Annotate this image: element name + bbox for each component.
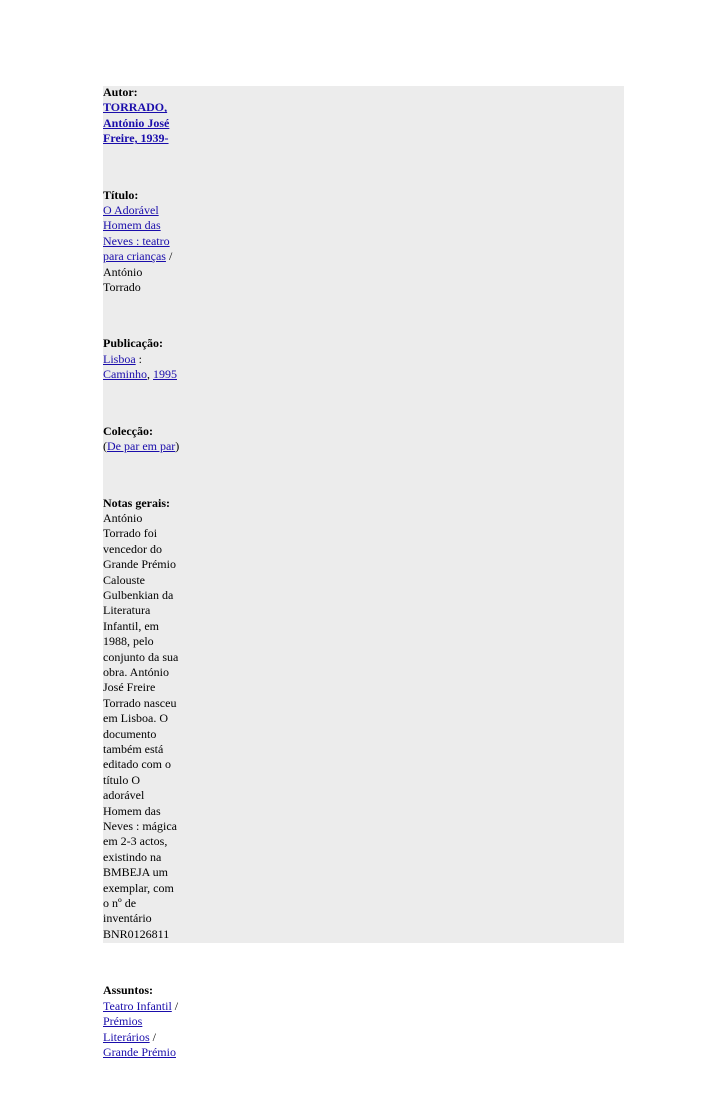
- notes-line: Grande Prémio: [103, 557, 176, 572]
- title-link-line-4[interactable]: para crianças: [103, 249, 166, 264]
- notes-line: Homem das: [103, 803, 161, 818]
- title-link-line-1[interactable]: O Adorável: [103, 203, 159, 218]
- publication-sep-2: ,: [147, 367, 153, 382]
- publication-label: Publicação:: [103, 336, 163, 351]
- subject-link-premios[interactable]: Prémios: [103, 1014, 143, 1029]
- notes-field: [103, 496, 198, 943]
- publication-year-link[interactable]: 1995: [153, 367, 177, 382]
- subject-link-literarios[interactable]: Literários: [103, 1029, 150, 1044]
- collection-line: [103, 439, 198, 454]
- title-responsibility-1: António: [103, 264, 143, 279]
- author-field: [103, 85, 198, 147]
- notes-line: Infantil, em: [103, 618, 159, 633]
- record-column: [103, 85, 198, 1101]
- subject-link-teatro-infantil[interactable]: Teatro Infantil: [103, 998, 172, 1013]
- notes-line: em Lisboa. O: [103, 711, 168, 726]
- subjects-field: [103, 983, 198, 1060]
- collection-label: Colecção:: [103, 423, 153, 438]
- notes-line: título O: [103, 772, 141, 787]
- publication-place-line: [103, 352, 198, 367]
- notes-line: também está: [103, 742, 164, 756]
- publication-publisher-link[interactable]: Caminho: [103, 367, 147, 382]
- subjects-line-3: [103, 1030, 198, 1045]
- collection-field: [103, 424, 198, 455]
- notes-line: Calouste: [103, 572, 145, 587]
- notes-line: Torrado nasceu: [103, 695, 177, 710]
- publication-publisher-line: [103, 367, 198, 382]
- notes-line: adorável: [103, 788, 145, 803]
- title-label: Título:: [103, 187, 139, 202]
- collection-close-paren: ): [175, 439, 180, 454]
- author-link-line-1[interactable]: TORRADO,: [103, 100, 168, 115]
- notes-line: BNR0126811: [103, 926, 170, 941]
- title-link-line-3[interactable]: Neves : teatro: [103, 233, 170, 248]
- publication-sep-1: :: [135, 351, 143, 366]
- subjects-line-1: [103, 999, 198, 1014]
- notes-line: exemplar, com: [103, 880, 174, 895]
- notes-line: documento: [103, 726, 157, 741]
- notes-line: em 2-3 actos,: [103, 834, 168, 849]
- title-responsibility-2: Torrado: [103, 280, 141, 295]
- subject-link-grande-premio[interactable]: Grande Prémio: [103, 1044, 176, 1059]
- publication-place-link[interactable]: Lisboa: [103, 351, 136, 366]
- collection-open-paren: (: [103, 439, 107, 454]
- notes-line: António: [103, 510, 143, 525]
- title-last-line: [103, 249, 198, 264]
- collection-link[interactable]: De par em par: [107, 439, 176, 454]
- notes-line: existindo na: [103, 849, 162, 864]
- notes-line: editado com o: [103, 757, 171, 772]
- notes-line: 1988, pelo: [103, 634, 154, 649]
- subject-separator: /: [171, 998, 179, 1013]
- notes-line: vencedor do: [103, 541, 162, 556]
- subject-separator: /: [149, 1029, 156, 1044]
- author-link-line-2[interactable]: António José: [103, 115, 170, 130]
- title-link-line-2[interactable]: Homem das: [103, 218, 161, 233]
- notes-line: Gulbenkian da: [103, 587, 174, 602]
- subjects-label: Assuntos:: [103, 983, 154, 998]
- notes-line: BMBEJA um: [103, 865, 169, 880]
- notes-line: obra. António: [103, 664, 169, 679]
- publication-field: [103, 336, 198, 382]
- notes-line: inventário: [103, 911, 152, 926]
- author-link-line-3[interactable]: Freire, 1939-: [103, 131, 169, 146]
- notes-label: Notas gerais:: [103, 495, 170, 510]
- notes-line: José Freire: [103, 680, 156, 695]
- author-label: Autor:: [103, 85, 138, 99]
- notes-line: Neves : mágica: [103, 819, 177, 834]
- notes-line: Literatura: [103, 603, 151, 618]
- notes-line: o nº de: [103, 896, 137, 911]
- title-field: [103, 188, 198, 296]
- title-separator: /: [165, 249, 173, 264]
- notes-line: conjunto da sua: [103, 649, 179, 664]
- notes-line: Torrado foi: [103, 526, 158, 541]
